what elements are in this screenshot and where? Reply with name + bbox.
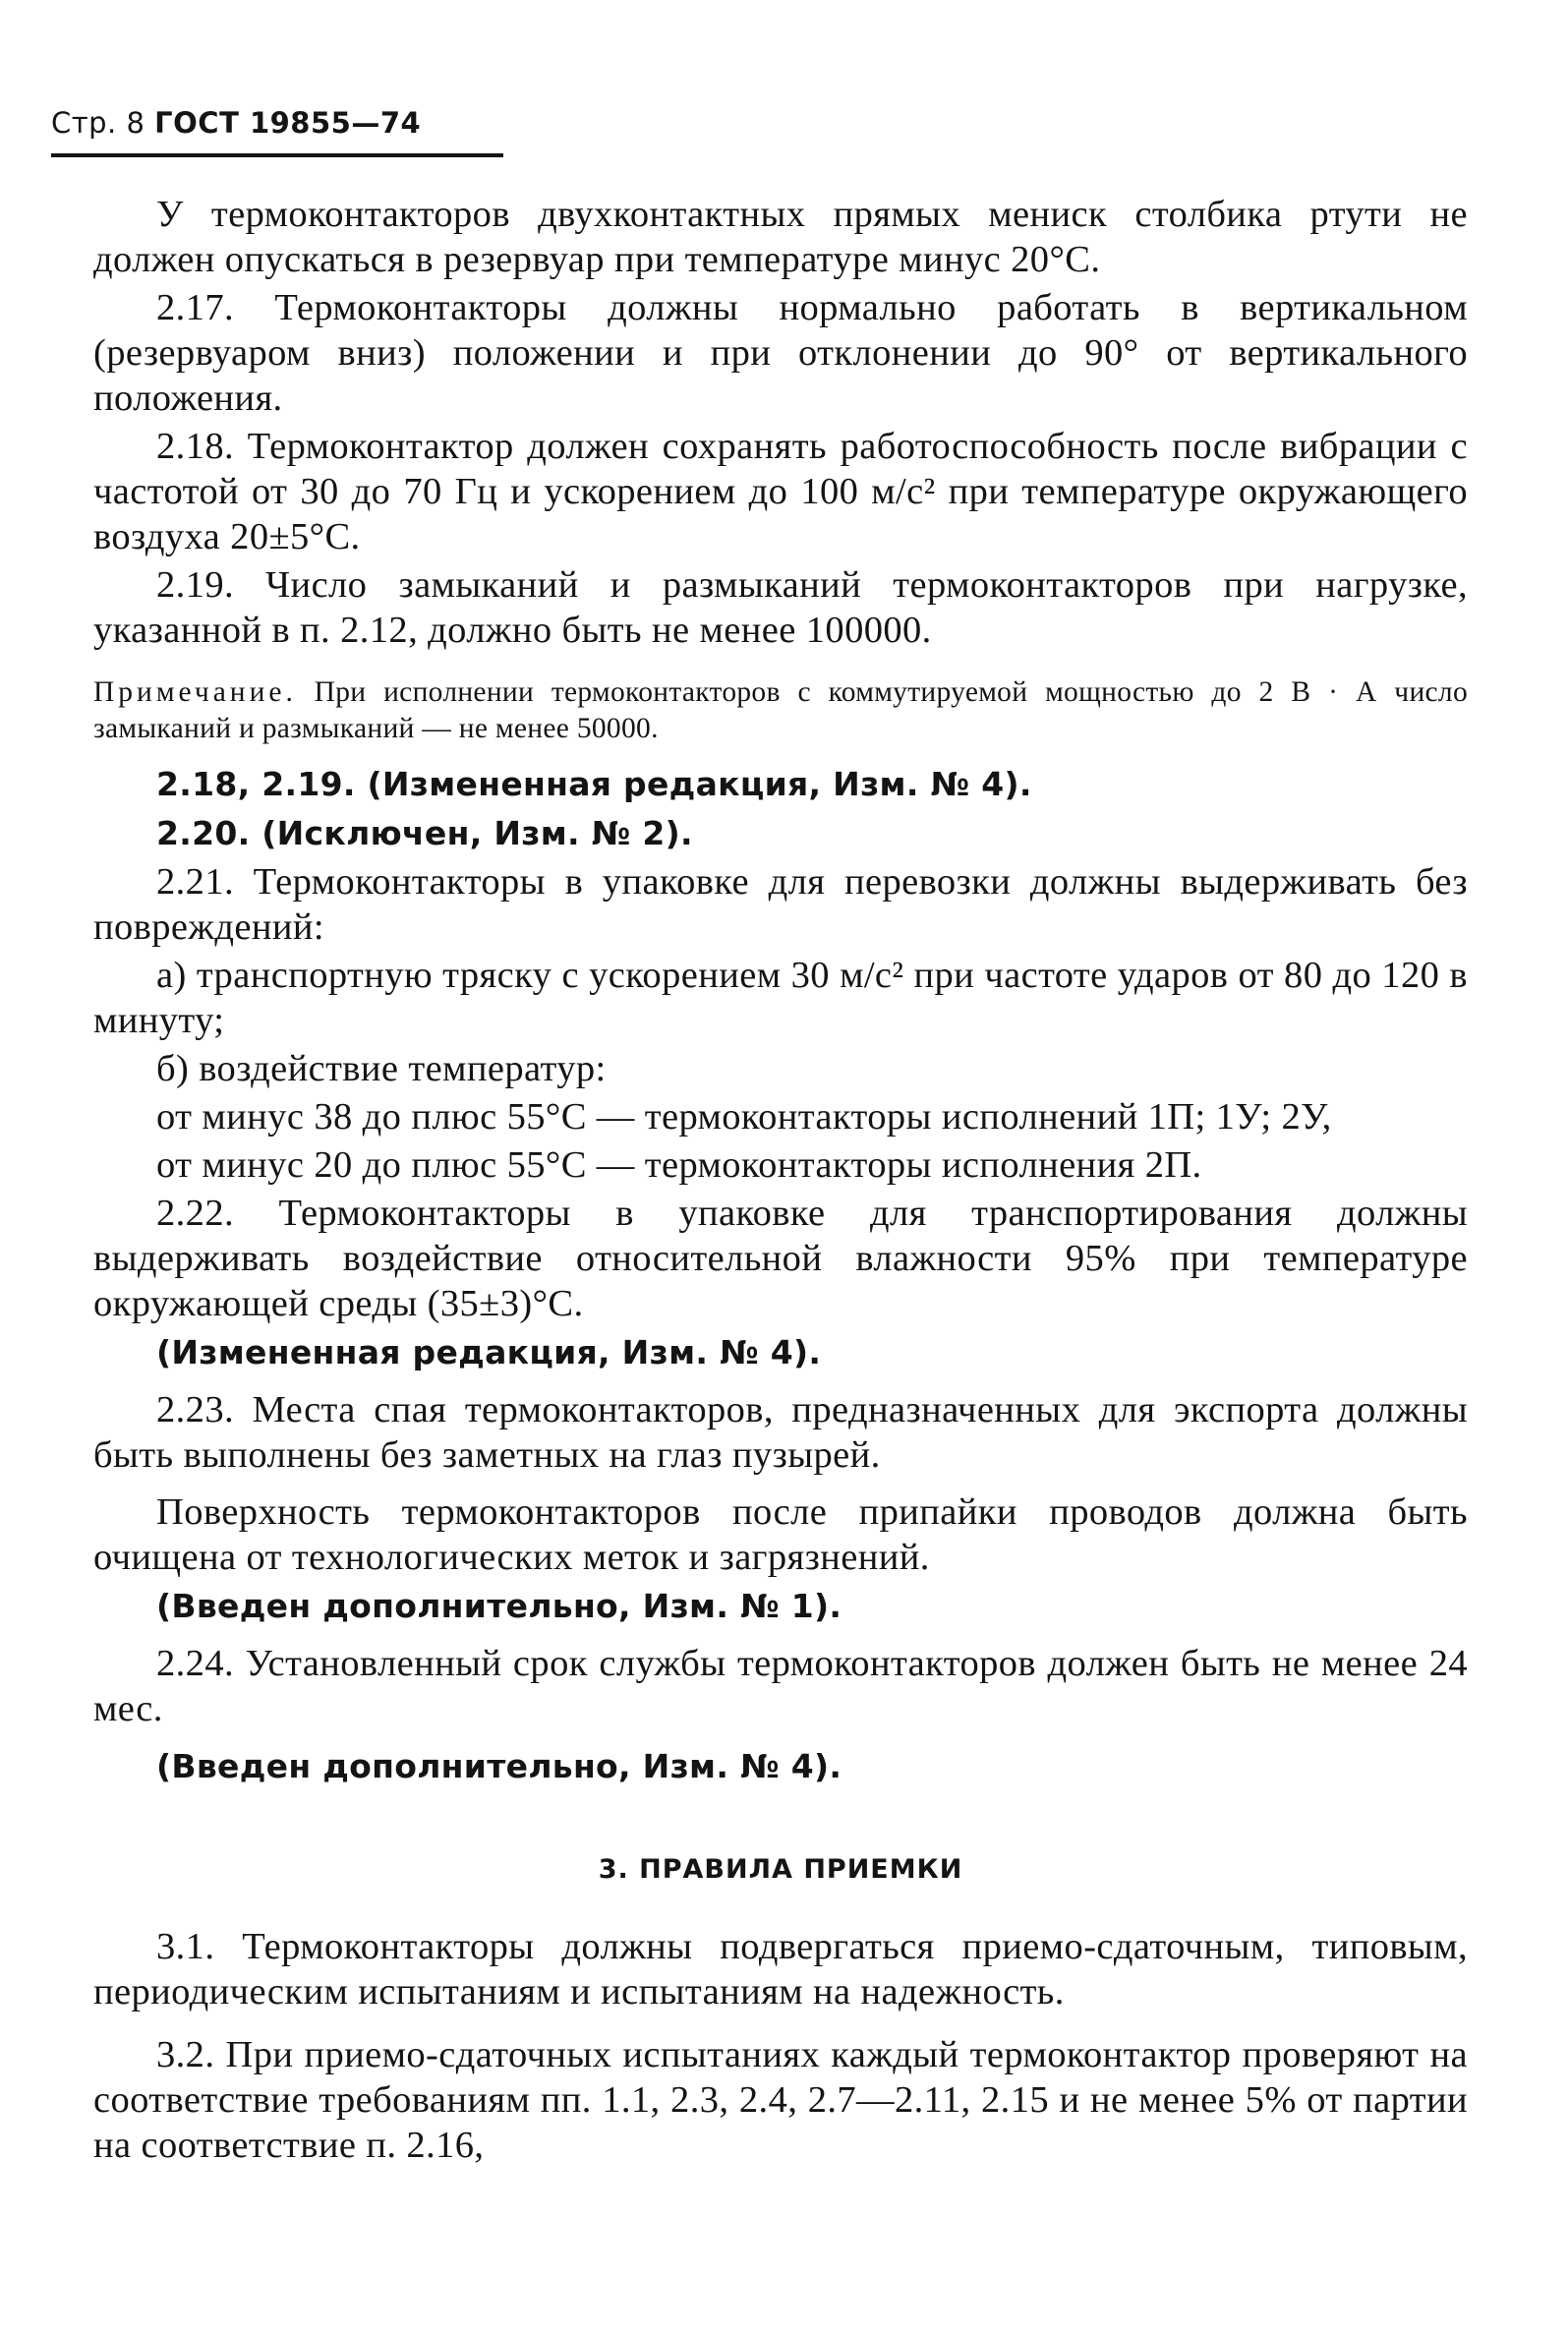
paragraph-meniscus: У термоконтакторов двухконтактных прямых мениск столбика ртути не должен опускаться в резервуар при температуре минус 20°С. (93, 194, 1468, 280)
section-3-title: 3. ПРАВИЛА ПРИЕМКИ (598, 1854, 963, 1885)
amendment-2-23: (Введен дополнительно, Изм. № 1). (156, 1587, 842, 1625)
page-number-label: Стр. 8 (51, 106, 145, 140)
paragraph-2-22: 2.22. Термоконтакторы в упаковке для транспортирования должны выдерживать воздействие относительной влажности 95% при температуре окружающей среды (35±3)°С. (93, 1193, 1468, 1324)
paragraph-2-21: 2.21. Термоконтакторы в упаковке для перевозки должны выдерживать без повреждений: (93, 861, 1468, 948)
note-label: Примечание. (93, 676, 297, 708)
paragraph-2-19: 2.19. Число замыканий и размыканий термоконтакторов при нагрузке, указанной в п. 2.12, должно быть не менее 100000. (93, 564, 1468, 651)
paragraph-2-17: 2.17. Термоконтакторы должны нормально работать в вертикальном (резервуаром вниз) положении и при отклонении до 90° от вертикального положения. (93, 287, 1468, 419)
paragraph-2-21-b1: от минус 38 до плюс 55°С — термоконтакторы исполнений 1П; 1У; 2У, (156, 1096, 1332, 1138)
page-header (51, 106, 421, 140)
paragraph-2-21-a: а) транспортную тряску с ускорением 30 м/с² при частоте ударов от 80 до 120 в минуту; (93, 955, 1468, 1041)
amendment-2-18-2-19: 2.18, 2.19. (Измененная редакция, Изм. № 4). (156, 765, 1032, 803)
amendment-2-22: (Измененная редакция, Изм. № 4). (156, 1333, 822, 1371)
paragraph-2-21-b: б) воздействие температур: (156, 1048, 607, 1089)
amendment-2-20: 2.20. (Исключен, Изм. № 2). (156, 814, 693, 852)
header-rule (51, 153, 503, 157)
paragraph-2-24: 2.24. Установленный срок службы термоконтакторов должен быть не менее 24 мес. (93, 1643, 1468, 1729)
paragraph-3-2: 3.2. При приемо-сдаточных испытаниях каждый термоконтактор проверяют на соответствие требованиям пп. 1.1, 2.3, 2.4, 2.7—2.11, 2.15 и не менее 5% от партии на соответствие п. 2.16, (93, 2034, 1468, 2166)
document-body (93, 192, 1468, 2171)
note-text: При исполнении термоконтакторов с коммутируемой мощностью до 2 В · А число замыканий и размыканий — не менее 50000. (93, 676, 1468, 744)
paragraph-2-21-b2: от минус 20 до плюс 55°С — термоконтакторы исполнения 2П. (156, 1144, 1202, 1186)
standard-number: ГОСТ 19855—74 (154, 106, 422, 140)
note (93, 674, 1468, 747)
paragraph-2-23: 2.23. Места спая термоконтакторов, предназначенных для экспорта должны быть выполнены без заметных на глаз пузырей. (93, 1389, 1468, 1476)
paragraph-3-1: 3.1. Термоконтакторы должны подвергаться приемо-сдаточным, типовым, периодическим испытаниям и испытаниям на надежность. (93, 1926, 1468, 2013)
amendment-2-24: (Введен дополнительно, Изм. № 4). (156, 1747, 842, 1785)
paragraph-2-18: 2.18. Термоконтактор должен сохранять работоспособность после вибрации с частотой от 30 до 70 Гц и ускорением до 100 м/с² при температуре окружающего воздуха 20±5°С. (93, 426, 1468, 557)
paragraph-2-23-surface: Поверхность термоконтакторов после припайки проводов должна быть очищена от технологических меток и загрязнений. (93, 1491, 1468, 1578)
